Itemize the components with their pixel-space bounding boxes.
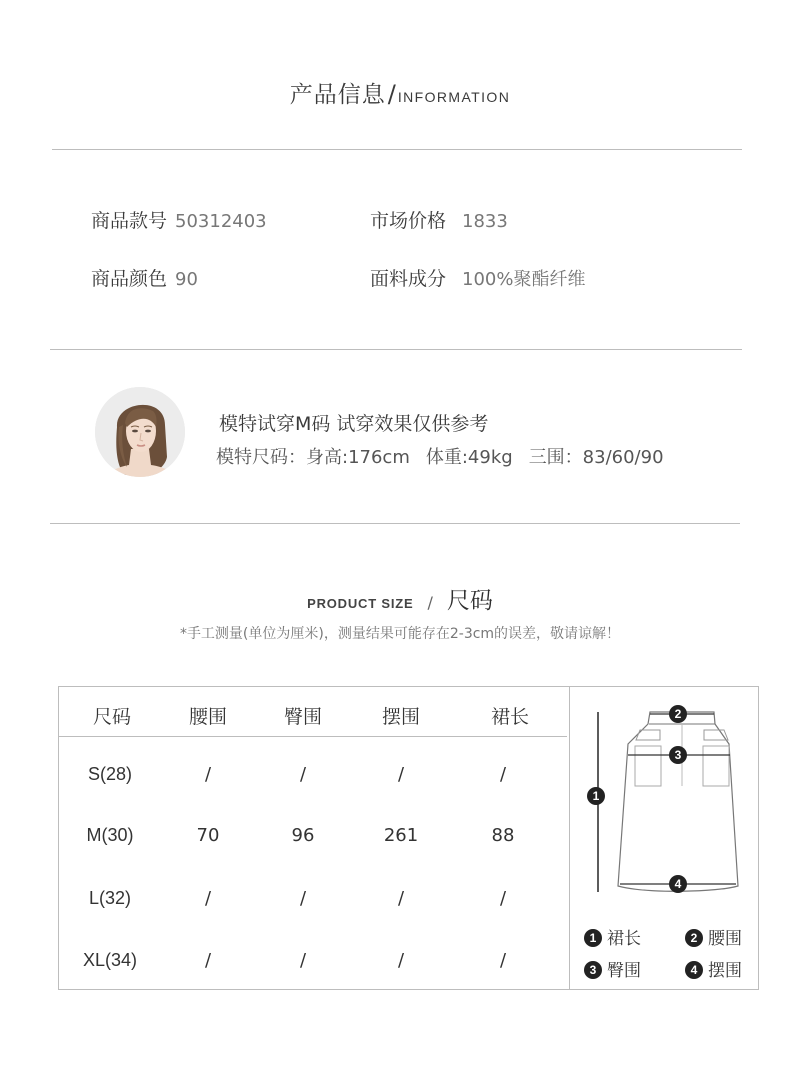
divider xyxy=(50,349,742,350)
table-cell: XL(34) xyxy=(82,950,138,970)
table-cell: S(28) xyxy=(87,764,132,784)
spec-value: 50312403 xyxy=(175,211,267,232)
model-portrait-icon xyxy=(95,387,185,477)
spec-label: 商品颜色 xyxy=(91,268,168,290)
legend-hip xyxy=(584,956,641,981)
table-header-size: 尺码 xyxy=(92,706,131,728)
table-cell: / xyxy=(204,764,212,785)
table-cell: / xyxy=(397,950,405,971)
size-title-cn: 尺码 xyxy=(446,588,493,614)
table-divider xyxy=(569,686,570,990)
spec-label: 面料成分 xyxy=(370,268,447,290)
table-cell: / xyxy=(499,888,507,909)
spec-value: 1833 xyxy=(462,211,508,232)
table-header-line xyxy=(59,736,567,737)
size-note: *手工测量(单位为厘米)，测量结果可能存在2-3cm的误差，敬请谅解！ xyxy=(179,626,621,642)
legend-waist xyxy=(685,924,742,949)
model-weight: 体重:49kg xyxy=(425,447,513,468)
info-title xyxy=(0,76,800,109)
spec-value: 100%聚酯纤维 xyxy=(462,269,586,290)
spec-value: 90 xyxy=(175,269,198,290)
table-cell: 88 xyxy=(491,825,515,846)
info-title-slash: / xyxy=(387,80,396,108)
marker-1-label: 1 xyxy=(592,789,600,803)
marker-4-label: 4 xyxy=(674,877,682,891)
legend-label: 摆围 xyxy=(708,961,742,981)
table-cell: M(30) xyxy=(86,825,134,845)
legend-marker-icon: 4 xyxy=(685,961,703,979)
table-cell: / xyxy=(397,888,405,909)
table-header-waist: 腰围 xyxy=(188,706,227,728)
table-cell: / xyxy=(299,950,307,971)
info-title-cn: 产品信息 xyxy=(289,82,386,108)
spec-fabric xyxy=(370,264,585,291)
size-title-en: PRODUCT SIZE xyxy=(307,596,414,611)
legend-label: 腰围 xyxy=(708,929,742,949)
model-three-sizes: 三围：83/60/90 xyxy=(528,447,664,468)
divider xyxy=(52,149,742,150)
legend-length xyxy=(584,924,641,949)
spec-item-no xyxy=(91,206,267,233)
table-header-length: 裙长 xyxy=(490,706,529,728)
divider xyxy=(50,523,740,524)
info-title-en: INFORMATION xyxy=(397,89,511,105)
table-cell: / xyxy=(299,888,307,909)
table-header-hem: 摆围 xyxy=(381,706,420,728)
table-header-hip: 臀围 xyxy=(283,706,322,728)
model-height: 模特尺码：身高:176cm xyxy=(216,447,410,468)
model-avatar xyxy=(95,387,185,477)
spec-label: 商品款号 xyxy=(91,210,168,232)
table-cell: L(32) xyxy=(88,888,132,908)
skirt-diagram xyxy=(578,700,748,900)
legend-label: 臀围 xyxy=(607,961,641,981)
legend-label: 裙长 xyxy=(607,929,641,949)
size-title-slash: / xyxy=(427,593,433,612)
table-cell: / xyxy=(204,888,212,909)
legend-marker-icon: 2 xyxy=(685,929,703,947)
spec-color xyxy=(91,264,198,291)
legend-marker-icon: 1 xyxy=(584,929,602,947)
model-measurements xyxy=(216,443,664,469)
legend-marker-icon: 3 xyxy=(584,961,602,979)
marker-3-label: 3 xyxy=(674,748,682,762)
spec-price xyxy=(370,206,508,233)
table-cell: 261 xyxy=(383,825,419,846)
table-cell: / xyxy=(499,764,507,785)
table-cell: 96 xyxy=(291,825,315,846)
table-cell: / xyxy=(499,950,507,971)
marker-2-label: 2 xyxy=(674,707,682,721)
size-title xyxy=(0,582,800,615)
legend-hem xyxy=(685,956,742,981)
table-cell: 70 xyxy=(196,825,220,846)
model-fit-note: 模特试穿M码 试穿效果仅供参考 xyxy=(219,413,489,435)
table-cell: / xyxy=(299,764,307,785)
spec-label: 市场价格 xyxy=(370,210,447,232)
table-cell: / xyxy=(204,950,212,971)
table-cell: / xyxy=(397,764,405,785)
